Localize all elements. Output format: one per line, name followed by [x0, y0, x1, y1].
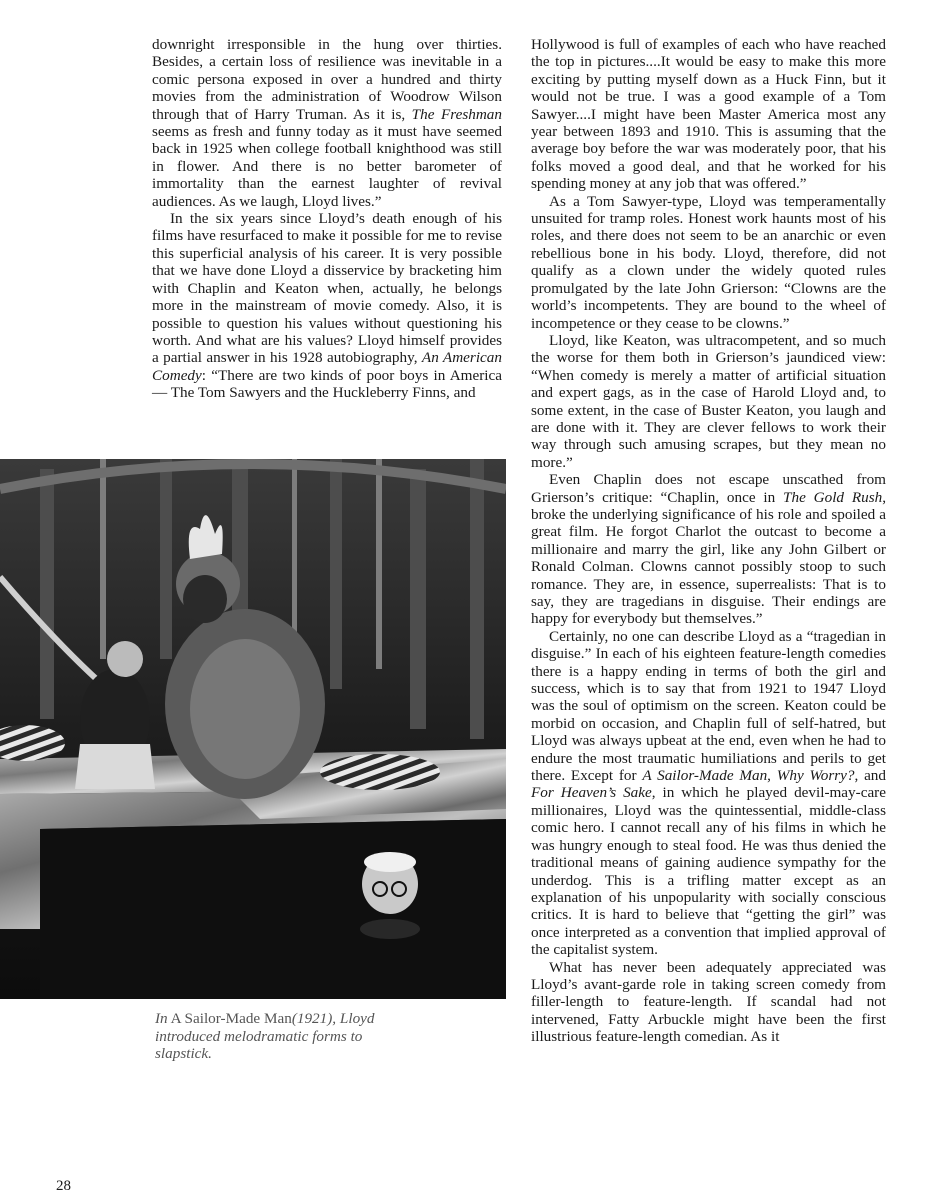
caption-text: (1921), Lloyd introduced melodramatic forms to slapstick. [155, 1010, 375, 1062]
text-run: , and [854, 767, 886, 785]
text-run: , [767, 767, 777, 785]
paragraph [152, 210, 502, 401]
text-run: In the six years since Lloyd’s death enough of his films have resurfaced to make it possible for me to revise this superficial analysis of his career. It is very possible that we have done Lloyd a disservice by bracketing him with Chaplin and Keaton when, actually, he belongs more in the mainstream of movie comedy. Also, it is possible to question his values without questioning his worth. And what are his values? Lloyd himself provides a partial answer in his 1928 autobiography, [152, 210, 502, 367]
text-run: Hollywood is full of examples of each who have reached the top in pictures....It would be easy to make this more exciting by putting myself down as a Huck Finn, but it would not be true. I was a good example of a Tom Sawyer....I might have been Master America most any year between 1893 and 1910. This is assuming that the average boy before the war was moderately poor, that his folks moved a good deal, and that he worked for his spending money at any job that was offered.” [531, 36, 886, 193]
text-run: , in which he played devil-may-care millionaires, Lloyd was the quintessential, middle-class comic hero. I cannot recall any of his films in which he was hungry enough to steal food. He was thus denied the traditional means of gaining audience sympathy for the underdog. This is a trifling matter except as an explanation of his unpopularity with socially conscious critics. It is hard to believe that “getting the girl” was once interpreted as a convention that implied approval of the capitalist system. [531, 784, 886, 959]
text-run: As a Tom Sawyer-type, Lloyd was temperamentally unsuited for tramp roles. Honest work haunts most of his roles, and there does not seem to be an anarchic or even rebellious bone in his body. Lloyd, therefore, did not qualify as a clown under the widely quoted rules promulgated by the late John Grierson: “Clowns are the world’s incompetents. They are bound to the wheel of incompetence or they cease to be clowns.” [531, 192, 886, 332]
text-run: Even Chaplin does not escape unscathed from Grierson’s critique: “Chaplin, once in [531, 471, 886, 506]
paragraph [531, 193, 886, 332]
italic-title: A Sailor-Made Man [642, 767, 768, 785]
paragraph [531, 959, 886, 1046]
paragraph [531, 471, 886, 628]
caption-film-title: A Sailor-Made Man [170, 1010, 292, 1027]
paragraph [531, 36, 886, 193]
italic-title: The Gold Rush [783, 488, 883, 506]
italic-title: For Heaven’s Sake [531, 784, 652, 802]
paragraph [531, 332, 886, 471]
text-run: , broke the underlying significance of his role and spoiled a great film. He forgot Charlot the outcast to become a millionaire and marry the girl, like any John Gilbert or Ronald Colman. Clowns cannot possibly stoop to such romance. They are, in essence, superrealists: That is to say, they are tragedians in disguise. Their endings are happy for everybody but themselves.” [531, 488, 886, 628]
text-run: seems as fresh and funny today as it must have seemed back in 1925 when college football knighthood was still in flower. And there is no better barometer of immortality than the earnest laughter of revival audiences. As we laugh, Lloyd lives.” [152, 123, 502, 210]
text-run: Certainly, no one can describe Lloyd as a “tragedian in disguise.” In each of his eighteen feature-length comedies there is a happy ending in terms of both the girl and success, which is to say that from 1921 to 1947 Lloyd was the soul of optimism on the screen. Keaton could be morbid on occasion, and Chaplin full of self-hatred, but Lloyd was always upbeat at the end, even when he had to endure the most traumatic humiliations and perils to get there. Except for [531, 627, 886, 785]
text-run: What has never been adequately appreciated was Lloyd’s avant-garde role in taking screen comedy from filler-length to feature-length. If scandal had not intervened, Fatty Arbuckle might have been the first illustrious feature-length comedian. As it [531, 958, 886, 1046]
italic-title: An American Comedy [152, 349, 502, 384]
paragraph [152, 36, 502, 210]
italic-title: Why Worry? [776, 767, 855, 785]
photo-caption [155, 1010, 415, 1063]
italic-title: The Freshman [411, 105, 502, 123]
text-run: Lloyd, like Keaton, was ultracompetent, and so much the worse for them both in Grierson’s jaundiced view: “When comedy is merely a matter of artificial situation and expert gags, as in the case of Harold Lloyd and, to some extent, in the case of Buster Keaton, you laugh and are done with it. They are clever fellows to work their way through such amusing scrapes, but they mean no more.” [531, 331, 886, 471]
right-text-column [531, 36, 886, 1046]
text-run: downright irresponsible in the hung over thirties. Besides, a certain loss of resilience was inevitable in a comic persona exposed in over a hundred and thirty movies from the administration of Woodrow Wilson through that of Harry Truman. As it is, [152, 36, 502, 123]
caption-lead: In [155, 1010, 168, 1027]
film-still-photo [0, 459, 506, 999]
text-run: : “There are two kinds of poor boys in America— The Tom Sawyers and the Huckleberry Finns, and [152, 366, 502, 402]
page-number: 28 [56, 1178, 71, 1194]
paragraph [531, 628, 886, 959]
left-text-column [152, 36, 502, 402]
